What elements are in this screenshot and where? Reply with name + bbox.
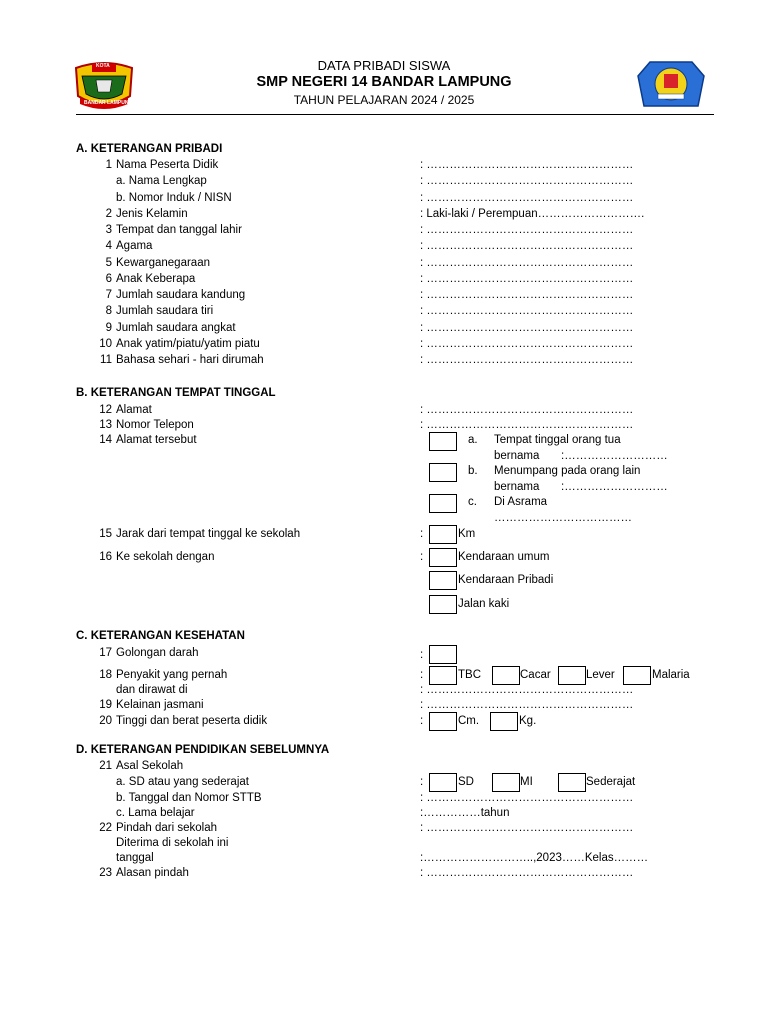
residence-lodging-label: Menumpang pada orang lain [494, 465, 641, 477]
dorm-name-field[interactable]: ……………………………… [494, 512, 632, 524]
field-label: Tempat dan tanggal lahir [116, 224, 242, 236]
field-input[interactable]: : ……………………………………………… [420, 322, 634, 334]
height-input[interactable] [429, 712, 457, 731]
public-transport-checkbox[interactable] [429, 548, 457, 567]
row-number: 1 [105, 159, 112, 171]
parent-name-field[interactable]: :……………………… [561, 450, 668, 462]
date-label: tanggal [116, 852, 154, 864]
field-label: Anak Keberapa [116, 273, 196, 285]
section-d-title: D. KETERANGAN PENDIDIKAN SEBELUMNYA [76, 744, 330, 756]
private-vehicle-label: Kendaraan Pribadi [458, 574, 554, 586]
malaria-label: Malaria [652, 669, 690, 681]
distance-label: Jarak dari tempat tinggal ke sekolah [116, 528, 301, 540]
residence-dorm-label: Di Asrama [494, 496, 548, 508]
row-number: 5 [105, 257, 112, 269]
transport-label: Ke sekolah dengan [116, 551, 215, 563]
phone-label: Nomor Telepon [116, 419, 194, 431]
colon: : [420, 669, 424, 681]
transfer-reason-label: Alasan pindah [116, 867, 189, 879]
lever-label: Lever [586, 669, 615, 681]
row-number: 18 [99, 669, 112, 681]
residence-parents-label: Tempat tinggal orang tua [494, 434, 621, 446]
blood-type-input[interactable] [429, 645, 457, 664]
section-c-title: C. KETERANGAN KESEHATAN [76, 630, 245, 642]
illness-label: Penyakit yang pernah [116, 669, 228, 681]
malaria-checkbox[interactable] [623, 666, 651, 685]
row-number: 9 [105, 322, 112, 334]
disability-field[interactable]: : ……………………………………………… [420, 699, 634, 711]
transfer-from-label: Pindah dari sekolah [116, 822, 218, 834]
row-number: 3 [105, 224, 112, 236]
tbc-label: TBC [458, 669, 481, 681]
colon: : [420, 715, 424, 727]
height-weight-label: Tinggi dan berat peserta didik [116, 715, 268, 727]
field-label: Jumlah saudara kandung [116, 289, 246, 301]
cacar-label: Cacar [520, 669, 551, 681]
field-input[interactable]: : ……………………………………………… [420, 305, 634, 317]
elementary-type-label: a. SD atau yang sederajat [116, 776, 249, 788]
sd-label: SD [458, 776, 474, 788]
city-emblem-logo: KOTA BANDAR LAMPUNG [72, 60, 136, 110]
accepted-label: Diterima di sekolah ini [116, 837, 229, 849]
row-number: 20 [99, 715, 112, 727]
residence-label: Alamat tersebut [116, 434, 197, 446]
disability-label: Kelainan jasmani [116, 699, 204, 711]
field-input[interactable]: : ……………………………………………… [420, 257, 634, 269]
field-label: Nama Peserta Didik [116, 159, 219, 171]
field-label: a. Nama Lengkap [116, 175, 207, 187]
mi-checkbox[interactable] [492, 773, 520, 792]
row-number: 10 [99, 338, 112, 350]
residence-parents-checkbox[interactable] [429, 432, 457, 451]
equivalent-checkbox[interactable] [558, 773, 586, 792]
weight-input[interactable] [490, 712, 518, 731]
row-number: 16 [99, 551, 112, 563]
named-label: bernama [494, 450, 540, 462]
row-number: 19 [99, 699, 112, 711]
study-duration-field[interactable]: :……………tahun [420, 807, 510, 819]
row-number: 14 [99, 434, 112, 446]
row-number: 15 [99, 528, 112, 540]
row-number: 4 [105, 240, 112, 252]
field-input[interactable]: : ……………………………………………… [420, 240, 634, 252]
mi-label: MI [520, 776, 533, 788]
field-label: Jenis Kelamin [116, 208, 188, 220]
field-input[interactable]: : ……………………………………………… [420, 338, 634, 350]
form-title: DATA PRIBADI SISWA [317, 58, 451, 73]
option-letter: b. [468, 465, 478, 477]
named-label: bernama [494, 481, 540, 493]
field-label: Jumlah saudara tiri [116, 305, 214, 317]
host-name-field[interactable]: :……………………… [561, 481, 668, 493]
study-duration-label: c. Lama belajar [116, 807, 195, 819]
certificate-field[interactable]: : ……………………………………………… [420, 792, 634, 804]
field-input[interactable]: : Laki-laki / Perempuan………………………. [420, 208, 645, 220]
option-letter: a. [468, 434, 478, 446]
transfer-reason-field[interactable]: : ……………………………………………… [420, 867, 634, 879]
kg-unit: Kg. [519, 715, 537, 727]
address-label: Alamat [116, 404, 152, 416]
row-number: 7 [105, 289, 112, 301]
private-vehicle-checkbox[interactable] [429, 571, 457, 590]
field-input[interactable]: : ……………………………………………… [420, 289, 634, 301]
treated-at-label: dan dirawat di [116, 684, 188, 696]
public-transport-label: Kendaraan umum [458, 551, 550, 563]
row-number: 17 [99, 647, 112, 659]
tbc-checkbox[interactable] [429, 666, 457, 685]
field-label: Jumlah saudara angkat [116, 322, 236, 334]
row-number: 12 [99, 404, 112, 416]
certificate-label: b. Tanggal dan Nomor STTB [116, 792, 262, 804]
distance-input[interactable] [429, 525, 457, 544]
field-input[interactable]: : ……………………………………………… [420, 354, 634, 366]
field-input[interactable]: : ……………………………………………… [420, 159, 634, 171]
colon: : [420, 528, 424, 540]
header-divider [76, 114, 714, 115]
row-number: 13 [99, 419, 112, 431]
equivalent-label: Sederajat [586, 776, 636, 788]
field-label: Anak yatim/piatu/yatim piatu [116, 338, 260, 350]
origin-school-label: Asal Sekolah [116, 760, 184, 772]
row-number: 11 [100, 354, 112, 366]
residence-lodging-checkbox[interactable] [429, 463, 457, 482]
walk-checkbox[interactable] [429, 595, 457, 614]
row-number: 8 [105, 305, 112, 317]
field-input[interactable]: : ……………………………………………… [420, 273, 634, 285]
treated-at-field[interactable]: : ……………………………………………… [420, 684, 634, 696]
colon: : [420, 551, 424, 563]
row-number: 21 [99, 760, 112, 772]
residence-dorm-checkbox[interactable] [429, 494, 457, 513]
colon: : [420, 776, 424, 788]
academic-year: TAHUN PELAJARAN 2024 / 2025 [293, 93, 475, 107]
row-number: 6 [105, 273, 112, 285]
transfer-from-field[interactable]: : ……………………………………………… [420, 822, 634, 834]
address-field[interactable]: : ……………………………………………… [420, 404, 634, 416]
sd-checkbox[interactable] [429, 773, 457, 792]
option-letter: c. [468, 496, 477, 508]
field-label: Bahasa sehari - hari dirumah [116, 354, 264, 366]
cacar-checkbox[interactable] [492, 666, 520, 685]
km-unit: Km [458, 528, 476, 540]
section-a-title: A. KETERANGAN PRIBADI [76, 143, 223, 155]
phone-field[interactable]: : ……………………………………………… [420, 419, 634, 431]
colon: : [420, 649, 424, 661]
row-number: 2 [105, 208, 112, 220]
blood-type-label: Golongan darah [116, 647, 199, 659]
field-label: b. Nomor Induk / NISN [116, 192, 232, 204]
field-input[interactable]: : ……………………………………………… [420, 192, 634, 204]
school-name: SMP NEGERI 14 BANDAR LAMPUNG [256, 74, 512, 90]
field-label: Kewarganegaraan [116, 257, 210, 269]
walk-label: Jalan kaki [458, 598, 510, 610]
section-b-title: B. KETERANGAN TEMPAT TINGGAL [76, 387, 276, 399]
cm-unit: Cm. [458, 715, 480, 727]
accepted-date-field[interactable]: :………………………..,2023……Kelas……… [420, 852, 649, 864]
field-input[interactable]: : ……………………………………………… [420, 175, 634, 187]
field-label: Agama [116, 240, 153, 252]
row-number: 22 [99, 822, 112, 834]
row-number: 23 [99, 867, 112, 879]
lever-checkbox[interactable] [558, 666, 586, 685]
field-input[interactable]: : ……………………………………………… [420, 224, 634, 236]
